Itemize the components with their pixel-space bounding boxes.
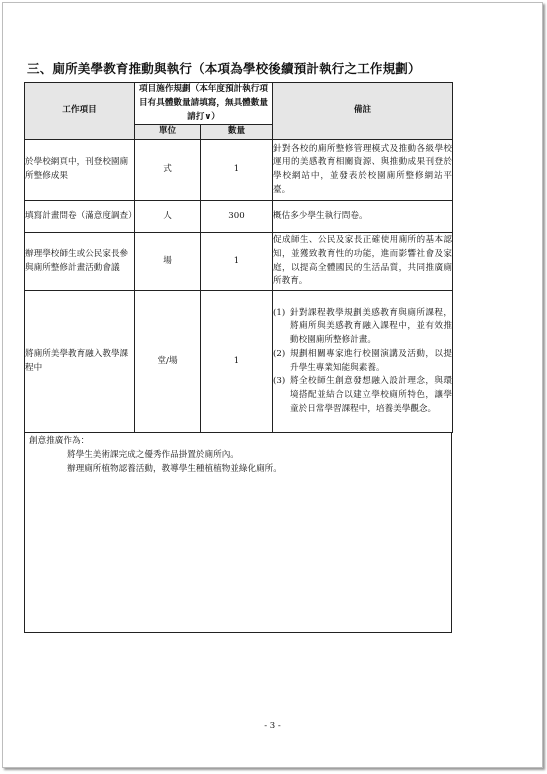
header-quantity: 數量 <box>201 125 273 140</box>
table-row <box>25 291 453 433</box>
row-unit: 人 <box>135 201 201 233</box>
creative-promotion-label: 創意推廣作為： <box>29 436 90 446</box>
row-unit: 式 <box>135 140 201 201</box>
creative-promotion-box <box>24 433 452 633</box>
work-plan-table <box>24 82 453 433</box>
table-row <box>25 140 453 201</box>
row-work-item: 辦理學校師生或公民家長參與廁所整修計畫活動會議 <box>25 233 135 291</box>
row-work-item: 將廁所美學教育融入教學課程中 <box>25 291 135 433</box>
header-note: 備註 <box>273 83 453 140</box>
note-number: (1) <box>273 307 286 318</box>
note-text: 規劃相關專家進行校園演講及活動，以提升學生專業知能與素養。 <box>290 348 453 373</box>
section-heading: 三、廁所美學教育推動與執行（本項為學校後續預計執行之工作規劃） <box>27 61 421 76</box>
row-unit: 堂/場 <box>135 291 201 433</box>
row-note: 針對各校的廁所整修管理模式及推動各級學校運用的美感教育相關資源、與推動成果刊登於學校網站中，並發表於校園廁所整修網站平臺。 <box>273 140 453 201</box>
table-row <box>25 201 453 233</box>
row-work-item: 填寫計畫問卷（滿意度調查） <box>25 201 135 233</box>
row-note: 概估多少學生執行問卷。 <box>273 201 453 233</box>
note-list-item <box>273 307 452 348</box>
table-row <box>25 233 453 291</box>
row-note-list <box>273 291 453 433</box>
row-unit: 場 <box>135 233 201 291</box>
row-quantity: 300 <box>201 201 273 233</box>
row-quantity: 1 <box>201 291 273 433</box>
creative-promotion-line: 將學生美術課完成之優秀作品掛置於廁所內。 <box>67 449 239 460</box>
row-quantity: 1 <box>201 233 273 291</box>
note-number: (2) <box>273 348 286 359</box>
document-page <box>2 2 543 768</box>
note-text: 將全校師生創意發想融入設計理念，與環境搭配並結合以建立學校廁所特色，讓學童於日常學習課程中，培養美學觀念。 <box>290 376 453 415</box>
creative-promotion-line: 辦理廁所植物認養活動，教導學生種植植物並綠化廁所。 <box>67 463 282 474</box>
note-number: (3) <box>273 376 286 387</box>
note-text: 針對課程教學規劃美感教育與廁所課程，將廁所與美感教育融入課程中，並有效推動校園廁所整修計畫。 <box>290 307 453 346</box>
header-work-item: 工作項目 <box>25 83 135 140</box>
row-work-item: 於學校網頁中，刊登校園廁所整修成果 <box>25 140 135 201</box>
page-number: - 3 - <box>264 721 281 731</box>
note-list-item <box>273 348 452 376</box>
row-quantity: 1 <box>201 140 273 201</box>
header-plan: 項目施作規劃（本年度預計執行項目有具體數量請填寫，無具體數量請打∨） <box>135 83 273 125</box>
note-list-item <box>273 375 452 416</box>
header-unit: 單位 <box>135 125 201 140</box>
table-header-row <box>25 83 453 125</box>
row-note: 促成師生、公民及家長正確使用廁所的基本認知，並獲致教育性的功能，進而影響社會及家庭，以提高全體國民的生活品質，共同推廣廁所教育。 <box>273 233 453 291</box>
